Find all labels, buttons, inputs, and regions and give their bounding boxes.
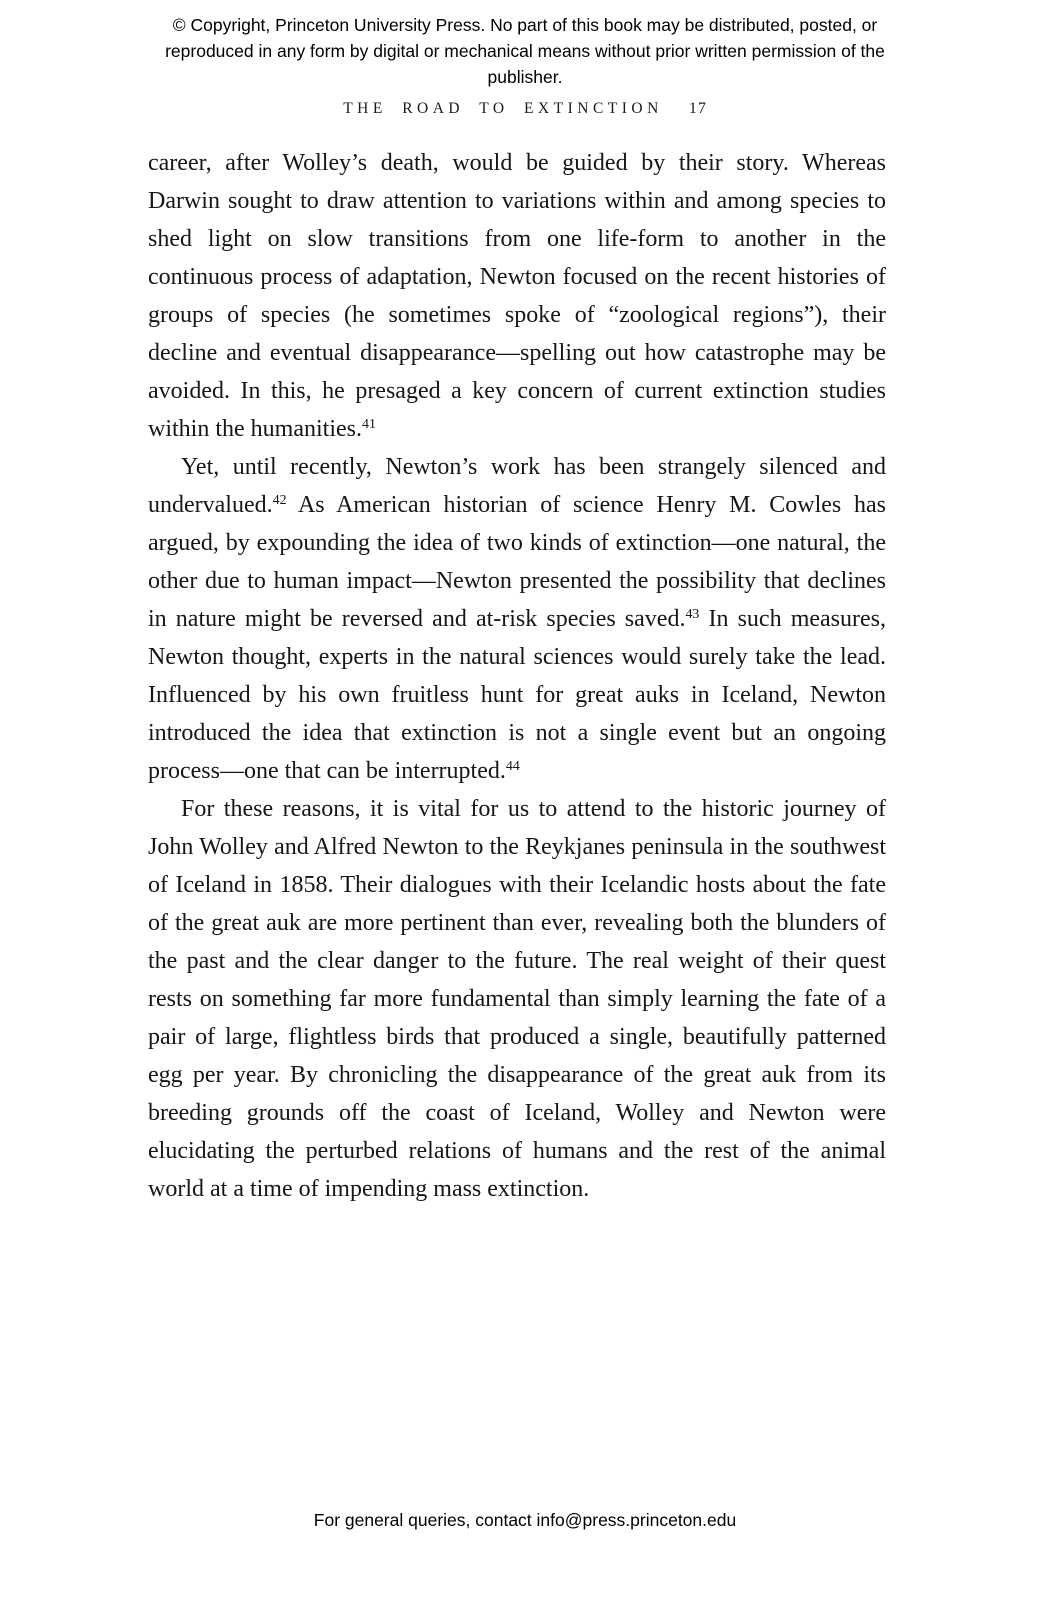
paragraph-3-text: For these reasons, it is vital for us to attend to the historic journey of John Wolley and Alfred Newton to the Reykjanes peninsula in the southwest of Iceland in 1858. Their dialogues with their Icelandic hosts about the fate of the great auk are more pertinent than ever, revealing both the blunders of the past and the clear danger to the future. The real weight of their quest rests on something far more fundamental than simply learning the fate of a pair of large, flightless birds that produced a single, beautifully patterned egg per year. By chronicling the disappearance of the great auk from its breeding grounds off the coast of Iceland, Wolley and Newton were elucidating the perturbed relations of humans and the rest of the animal world at a time of impending mass extinction.	[148, 796, 886, 1202]
paragraph-2-text-a: Yet, until recently, Newton’s work has been strangely silenced and undervalued.	[148, 454, 886, 518]
paragraph-2-text-c: In such measures, Newton thought, experts in the natural sciences would surely take the lead. Influenced by his own fruitless hunt for great auks in Iceland, Newton introduced the idea that extinction is not a single event but an ongoing process—one that can be interrupted.	[148, 606, 887, 784]
footnote-ref-42: 42	[272, 493, 287, 509]
footnote-ref-43: 43	[685, 607, 700, 623]
page-number: 17	[688, 100, 707, 117]
footer-contact: For general queries, contact info@press.princeton.edu	[313, 1510, 737, 1530]
paragraph-2	[148, 448, 886, 790]
running-head	[0, 100, 1050, 118]
copyright-notice: © Copyright, Princeton University Press. No part of this book may be distributed, posted, or reproduced in any form by digital or mechanical means without prior written permission of the publisher.	[165, 15, 885, 87]
paragraph-1	[148, 144, 886, 448]
paragraph-1-text: career, after Wolley’s death, would be guided by their story. Whereas Darwin sought to draw attention to variations within and among species to shed light on slow transitions from one life-form to another in the continuous process of adaptation, Newton focused on the recent histories of groups of species (he sometimes spoke of “zoological regions”), their decline and eventual disappearance—spelling out how catastrophe may be avoided. In this, he presaged a key concern of current extinction studies within the humanities.	[148, 150, 886, 442]
running-head-title: THE ROAD TO EXTINCTION	[343, 100, 663, 117]
body-text	[148, 144, 886, 1208]
paragraph-2-text-b: As American historian of science Henry M. Cowles has argued, by expounding the idea of two kinds of extinction—one natural, the other due to human impact—Newton presented the possibility that declines in nature might be reversed and at-risk species saved.	[148, 492, 886, 632]
footnote-ref-41: 41	[361, 417, 376, 433]
paragraph-3	[148, 790, 886, 1208]
footnote-ref-44: 44	[505, 759, 520, 775]
